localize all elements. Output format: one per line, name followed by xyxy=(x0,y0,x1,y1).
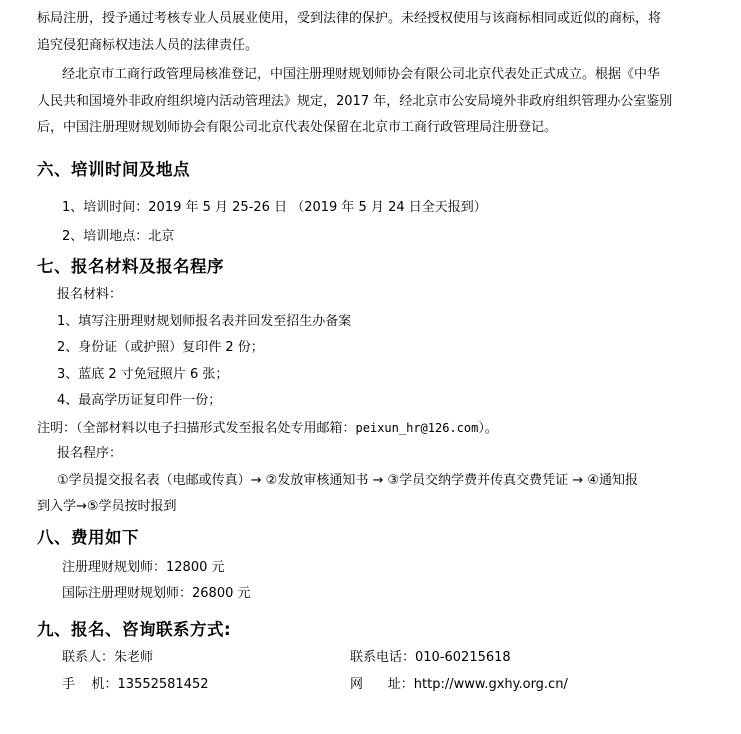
material-item: 2、身份证（或护照）复印件 2 份； xyxy=(57,340,264,355)
email-note xyxy=(37,420,498,437)
section-6-heading: 六、培训时间及地点 xyxy=(37,160,190,179)
contact-mobile: 手 机：13552581452 xyxy=(62,677,209,692)
intro-line-4: 人民共和国境外非政府组织境内活动管理法》规定，2017 年，经北京市公安局境外非政府组织管理办公室鉴别 xyxy=(37,94,673,109)
contact-website: 网 址：http://www.gxhy.org.cn/ xyxy=(350,677,568,692)
contact-phone: 联系电话：010-60215618 xyxy=(350,650,511,665)
procedure-line-2: 到入学→⑤学员按时报到 xyxy=(37,499,177,514)
intro-line-3: 经北京市工商行政管理局核准登记，中国注册理财规划师协会有限公司北京代表处正式成立。根据《中华 xyxy=(62,67,661,82)
materials-label: 报名材料： xyxy=(57,287,123,302)
intro-line-1: 标局注册，授予通过考核专业人员展业使用，受到法律的保护。未经授权使用与该商标相同或近似的商标，将 xyxy=(37,11,662,26)
section-8-heading: 八、费用如下 xyxy=(37,528,139,547)
procedure-label: 报名程序： xyxy=(57,446,123,461)
email-note-suffix: ）。 xyxy=(478,421,498,436)
material-item: 4、最高学历证复印件一份； xyxy=(57,393,222,408)
material-item: 1、填写注册理财规划师报名表并回发至招生办备案 xyxy=(57,314,352,329)
material-item: 3、蓝底 2 寸免冠照片 6 张； xyxy=(57,367,229,382)
training-time: 1、培训时间：2019 年 5 月 25-26 日 （2019 年 5 月 24 日全天报到） xyxy=(62,200,487,215)
fee-registered-planner: 注册理财规划师：12800 元 xyxy=(62,560,225,575)
fee-international-planner: 国际注册理财规划师：26800 元 xyxy=(62,586,251,601)
email-address: peixun_hr@126.com xyxy=(355,421,479,435)
intro-line-5: 后，中国注册理财规划师协会有限公司北京代表处保留在北京市工商行政管理局注册登记。 xyxy=(37,120,558,135)
email-note-prefix: 注明：（全部材料以电子扫描形式发至报名处专用邮箱： xyxy=(37,421,356,436)
procedure-line-1: ①学员提交报名表（电邮或传真）→ ②发放审核通知书 → ③学员交纳学费并传真交费凭证 → ④通知报 xyxy=(57,473,638,488)
contact-person: 联系人：朱老师 xyxy=(62,650,154,665)
training-place: 2、培训地点：北京 xyxy=(62,229,175,244)
intro-line-2: 追究侵犯商标权违法人员的法律责任。 xyxy=(37,38,259,53)
section-9-heading: 九、报名、咨询联系方式: xyxy=(37,620,232,639)
section-7-heading: 七、报名材料及报名程序 xyxy=(37,257,224,276)
